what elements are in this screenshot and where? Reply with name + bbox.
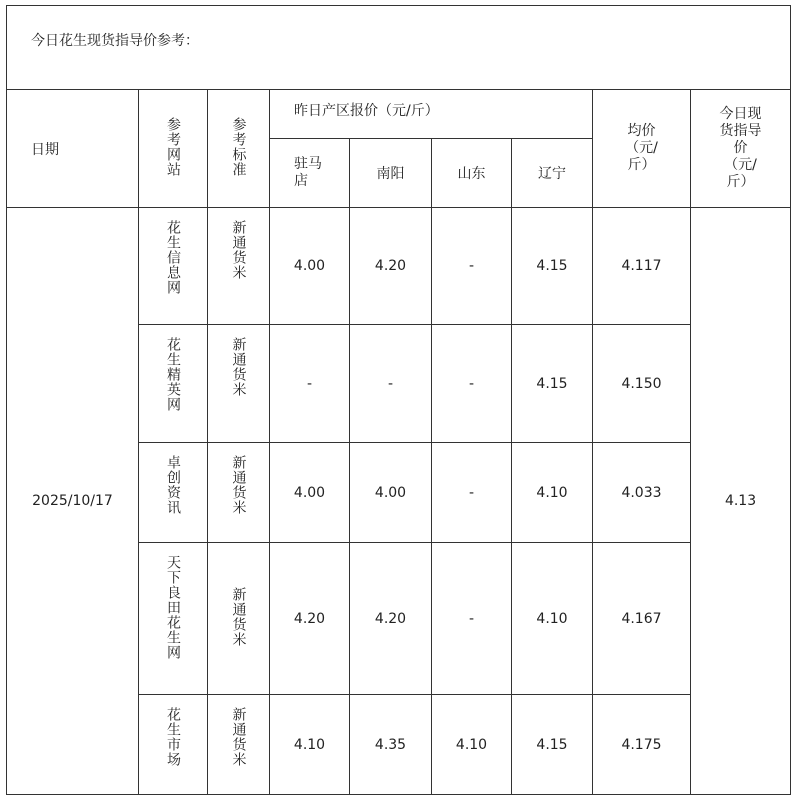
shandong-cell: -: [432, 443, 512, 543]
zhumadian-cell: 4.20: [270, 543, 350, 695]
avg-cell: 4.117: [593, 208, 691, 325]
header-guide-price: 今日现 货指导 价 （元/ 斤）: [691, 90, 791, 208]
table-title: 今日花生现货指导价参考：: [31, 32, 199, 49]
liaoning-cell: 4.15: [512, 325, 593, 443]
site-cell: 花生信息网: [139, 208, 208, 325]
date-cell: 2025/10/17: [7, 208, 139, 795]
avg-cell: 4.167: [593, 543, 691, 695]
header-liaoning: 辽宁: [512, 139, 593, 208]
zhumadian-cell: 4.00: [270, 208, 350, 325]
header-row-1: [7, 90, 791, 139]
header-site: 参考网站: [139, 90, 208, 208]
header-yesterday-group: 昨日产区报价（元/斤）: [270, 90, 593, 139]
table-title-cell: [7, 6, 791, 90]
site-cell: 花生市场: [139, 695, 208, 795]
header-date: 日期: [7, 90, 139, 208]
standard-cell: 新通货米: [208, 325, 270, 443]
price-table: [6, 5, 791, 795]
zhumadian-cell: 4.10: [270, 695, 350, 795]
shandong-cell: -: [432, 543, 512, 695]
shandong-cell: -: [432, 208, 512, 325]
nanyang-cell: 4.20: [350, 208, 432, 325]
site-cell: 天下良田花生网: [139, 543, 208, 695]
standard-cell: 新通货米: [208, 443, 270, 543]
header-standard: 参考标准: [208, 90, 270, 208]
standard-cell: 新通货米: [208, 695, 270, 795]
liaoning-cell: 4.15: [512, 695, 593, 795]
standard-cell: 新通货米: [208, 543, 270, 695]
zhumadian-cell: -: [270, 325, 350, 443]
liaoning-cell: 4.15: [512, 208, 593, 325]
shandong-cell: 4.10: [432, 695, 512, 795]
nanyang-cell: -: [350, 325, 432, 443]
liaoning-cell: 4.10: [512, 543, 593, 695]
header-shandong: 山东: [432, 139, 512, 208]
header-avg: 均价 （元/ 斤）: [593, 90, 691, 208]
avg-cell: 4.150: [593, 325, 691, 443]
shandong-cell: -: [432, 325, 512, 443]
liaoning-cell: 4.10: [512, 443, 593, 543]
avg-cell: 4.175: [593, 695, 691, 795]
nanyang-cell: 4.20: [350, 543, 432, 695]
guide-price-cell: 4.13: [691, 208, 791, 795]
nanyang-cell: 4.35: [350, 695, 432, 795]
table-row: [7, 208, 791, 325]
site-cell: 卓创资讯: [139, 443, 208, 543]
title-row: [7, 6, 791, 90]
header-zhumadian: 驻马店: [270, 139, 350, 208]
nanyang-cell: 4.00: [350, 443, 432, 543]
avg-cell: 4.033: [593, 443, 691, 543]
standard-cell: 新通货米: [208, 208, 270, 325]
price-table-container: [6, 5, 791, 795]
site-cell: 花生精英网: [139, 325, 208, 443]
header-nanyang: 南阳: [350, 139, 432, 208]
zhumadian-cell: 4.00: [270, 443, 350, 543]
